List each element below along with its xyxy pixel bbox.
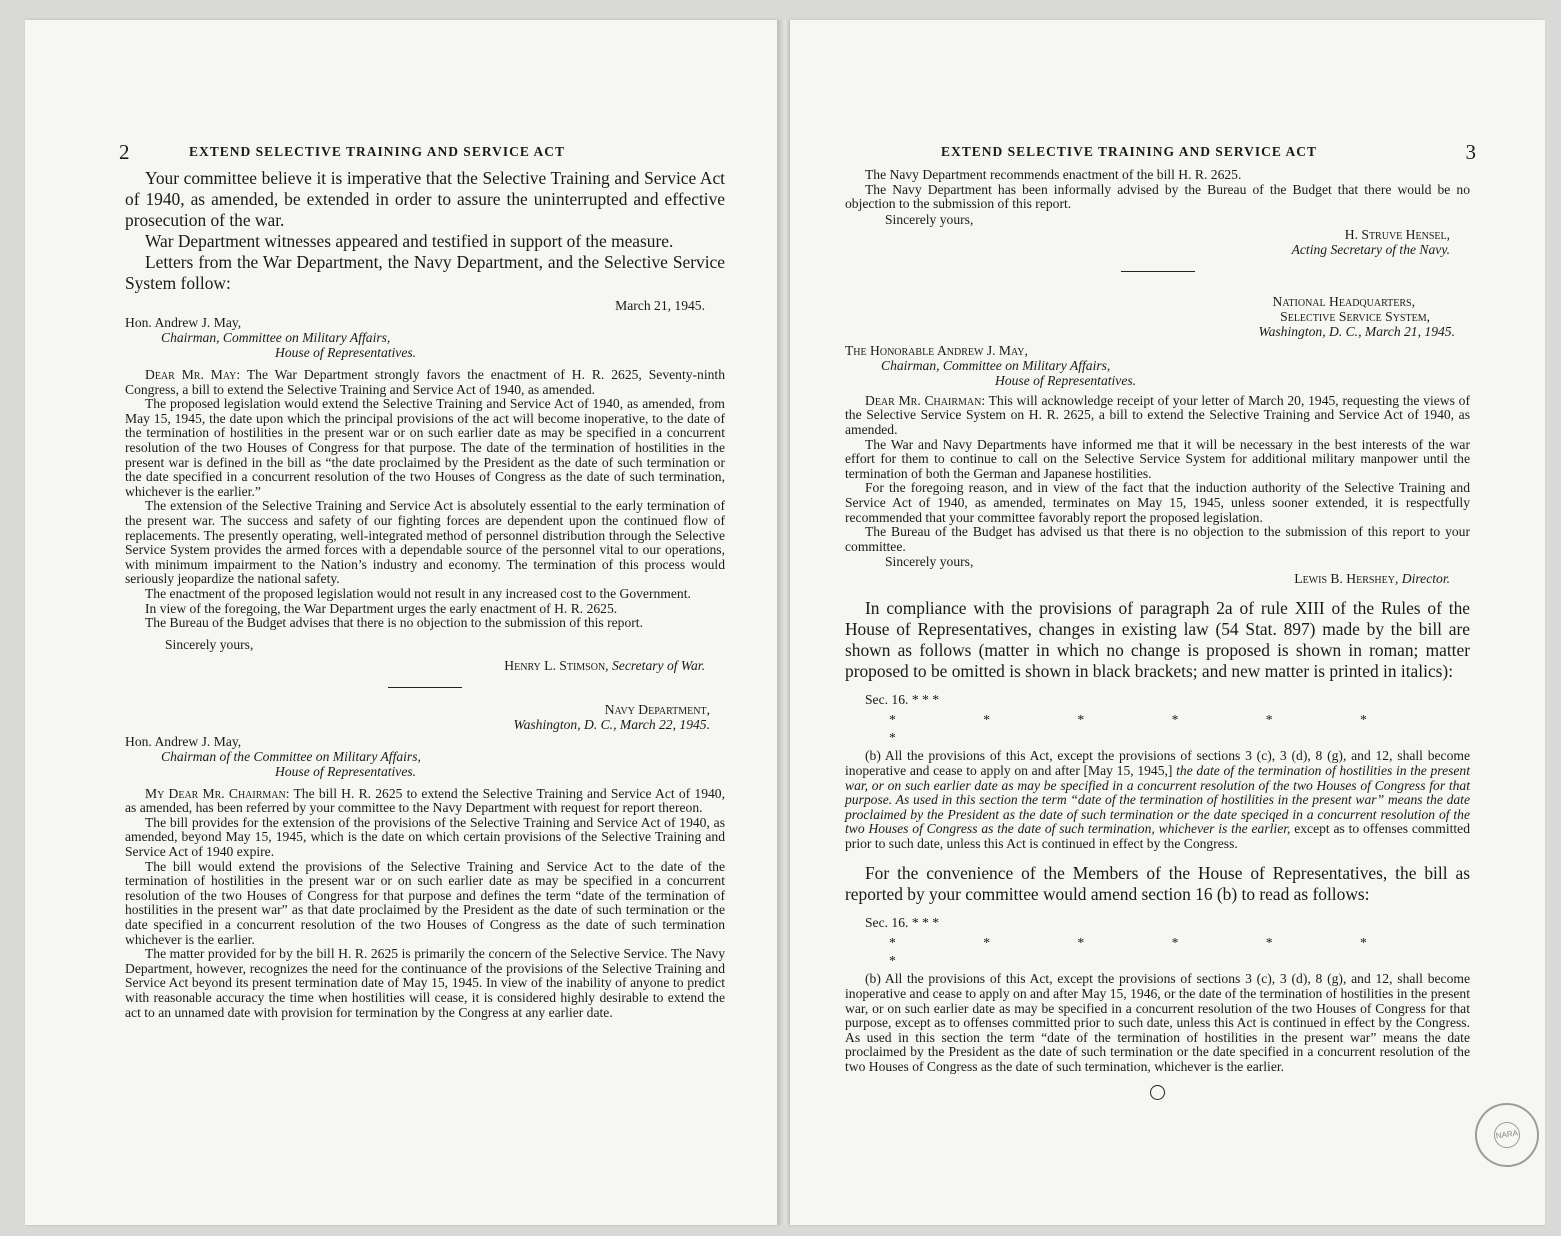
right-page: [790, 20, 1545, 1225]
letter1-opening-paragraph: [125, 368, 725, 397]
letter1-addressee-house: House of Representatives.: [275, 345, 417, 360]
section-16b-amended: (b) All the provisions of this Act, except the provisions of sections 3 (c), 3 (d), 8 (g), and 12, shall become inoperative and cease to apply on and after May 15, 1946, or the date of the termination of hostilities in the present war, or on such earlier date as may be specified in a concurrent resolution of the two Houses of Congress for that purpose, except as to offenses committed prior to such date, unless this Act is continued in effect by the Congress. As used in this section the term “date of the termination of hostilities in the present war” means the date proclaimed by the President as the date of such termination or the date specified in a concurrent resolution of the two Houses of Congress as the date of such termination, whichever is the earlier.: [845, 971, 1470, 1075]
running-title-left: EXTEND SELECTIVE TRAINING AND SERVICE ACT: [189, 144, 565, 159]
letter3-addressee-name: The Honorable Andrew J. May,: [845, 342, 1028, 358]
letter2-paragraph-3: The matter provided for by the bill H. R. 2625 is primarily the concern of the Selective Service. The Navy Department, however, recognizes the need for the continuance of the provisions of the Selective Training and Service Act beyond its present termination date of May 15, 1945. In view of the inability of anyone to predict with reasonable accuracy the time when hostilities will cease, it is considered highly desirable to extend the act to an unnamed date with provision for termination by the Congress at any earlier date.: [125, 946, 725, 1020]
running-title-right: EXTEND SELECTIVE TRAINING AND SERVICE ACT: [941, 144, 1317, 159]
section-16b-end: except as to offenses committed prior to such date, unless this Act is continued in effect by the Congress.: [845, 821, 1470, 851]
divider-rule-right: [1121, 271, 1195, 272]
intro-paragraph-3: Letters from the War Department, the Navy Department, and the Selective Service System follow:: [125, 252, 725, 293]
navy-close-paragraph-2: The Navy Department has been informally advised by the Bureau of the Budget that there would be no objection to the submission of this report.: [845, 181, 1470, 212]
stamp-inner-text: NARA: [1492, 1120, 1521, 1149]
navy-signature: H. Struve Hensel,: [1344, 226, 1450, 242]
letter1-address: [125, 315, 725, 360]
letter1-addressee-name: Hon. Andrew J. May,: [125, 315, 242, 330]
navy-signature-title: Acting Secretary of the Navy.: [1291, 241, 1450, 257]
letter2-addressee-title: Chairman of the Committee on Military Affairs,: [161, 748, 421, 764]
letter1-signature: Henry L. Stimson,: [504, 657, 609, 673]
letter1-first-paragraph: The War Department strongly favors the enactment of H. R. 2625, Seventy-ninth Congress, a bill to extend the Selective Training and Service Act of 1940, as amended.: [125, 367, 725, 397]
letter2-addressee-house: House of Representatives.: [275, 763, 417, 779]
omission-stars-1: * * * * * * *: [889, 712, 1409, 746]
letter3-paragraph-2: For the foregoing reason, and in view of the fact that the induction authority of the Selective Training and Service Act of 1940, as amended, terminates on May 15, 1945, unless sooner extended, it is respectfully recommended that your committee favorably report the proposed legislation.: [845, 480, 1470, 525]
letter3-first-paragraph: This will acknowledge receipt of your letter of March 20, 1945, requesting the views of the Selective Service System on H. R. 2625, a bill to extend the Selective Training and Service Act of 1940, as amended.: [845, 392, 1470, 437]
omission-stars-2: * * * * * * *: [889, 935, 1409, 969]
right-page-content: [845, 20, 1476, 1100]
end-mark-circle: [1150, 1085, 1165, 1100]
letter1-paragraph-3: The enactment of the proposed legislation would not result in any increased cost to the Government.: [145, 585, 691, 601]
letter2-paragraph-2: The bill would extend the provisions of the Selective Training and Service Act to the date of the termination of hostilities in the present war or on such earlier date as may be specified in a concurrent resolution of the two Houses of Congress for that purpose and defines the term “date of the termination of hostilities in the present war” as that date proclaimed by the President as the date of such termination or the date specified in a concurrent resolution of the two Houses of Congress as the date of such termination whichever is the earlier.: [125, 858, 725, 947]
letter3-paragraph-1: The War and Navy Departments have informed me that it will be necessary in the best interests of the war effort for them to continue to call on the Selective Service System for additional military manpower until the termination of both the German and Japanese hostilities.: [845, 436, 1470, 481]
letter1-signature-line: [125, 658, 725, 673]
letter2-salutation: My Dear Mr. Chairman:: [145, 785, 290, 801]
intro-paragraph-2: War Department witnesses appeared and testified in support of the measure.: [145, 231, 674, 251]
letter3-opening-paragraph: [845, 394, 1470, 438]
letter3-salutation: Dear Mr. Chairman:: [865, 392, 986, 408]
letter1-salutation: Dear Mr. May:: [145, 367, 241, 382]
section-16b-roman: (b) All the provisions of this Act, except the provisions of sections 3 (c), 3 (d), 8 (g), and 12, shall become inoperative and cease to apply on and after [May 15, 1945,]: [845, 748, 1470, 778]
letter3-address: [845, 343, 1470, 388]
letter1-signature-title: Secretary of War.: [611, 657, 705, 673]
running-head-right: [845, 140, 1476, 168]
letter2-first-paragraph: The bill H. R. 2625 to extend the Selective Training and Service Act of 1940, as amended, has been referred by your committee to the Navy Department with request for report thereon.: [125, 785, 725, 816]
letter2-header: [125, 702, 725, 732]
letter3-header: [845, 294, 1470, 339]
navy-closing: Sincerely yours,: [885, 211, 974, 227]
letter2-addressee-name: Hon. Andrew J. May,: [125, 733, 242, 749]
letter3-closing: Sincerely yours,: [885, 554, 974, 570]
convenience-paragraph: For the convenience of the Members of the House of Representatives, the bill as reported by your committee would amend section 16 (b) to read as follows:: [845, 863, 1470, 905]
letter1-addressee-title: Chairman, Committee on Military Affairs,: [161, 330, 391, 345]
letter1-paragraph-1: The proposed legislation would extend the Selective Training and Service Act of 1940, as amended, from May 15, 1945, the date upon which the principal provisions of the act will become inoperative, to the date of the termination of hostilities in the present war or on such earlier date as may be specified in a concurrent resolution of the two Houses of Congress for that purpose. The date of the termination of hostilities in the present war is defined in the bill as “the date proclaimed by the President as the date of such termination or the date specified in a concurrent resolution of the two Houses of Congress as the date of such termination, whichever is the earlier.”: [125, 396, 725, 499]
letter1-paragraph-5: The Bureau of the Budget advises that there is no objection to the submission of this report.: [145, 615, 643, 631]
truman-library-stamp: [1471, 1099, 1543, 1171]
letter2-paragraph-1: The bill provides for the extension of the provisions of the Selective Training and Service Act of 1940, as amended, beyond May 15, 1945, which is the date on which certain provisions of the Selective Training and Service Act of 1940 expire.: [125, 814, 725, 860]
section-16b-italic: the date of the termination of hostilities in the present war, or on such earlier date as may be specified in a concurrent resolution of the two Houses of Congress for that purpose. As used in this section the term “date of the termination of hostilities in the present war” means the date proclaimed by the President as the date of such termination or the date speciqed in a concurrent resolution of the two Houses of Congress as the date of such termination, whichever is the earlier,: [845, 762, 1470, 837]
section-16b-existing-law: [845, 749, 1470, 851]
divider-rule: [388, 687, 462, 688]
letter2-opening-paragraph: [125, 787, 725, 816]
compliance-paragraph: In compliance with the provisions of paragraph 2a of rule XIII of the Rules of the House of Representatives, changes in existing law (54 Stat. 897) made by the bill are shown as follows (matter in which no change is proposed is shown in roman; matter proposed to be omitted is shown in black brackets; and new matter is printed in italics):: [845, 598, 1470, 682]
letter3-place-date: Washington, D. C., March 21, 1945.: [1258, 323, 1455, 339]
section-16-heading-2: Sec. 16. * * *: [865, 915, 940, 931]
letter1-paragraph-4: In view of the foregoing, the War Department urges the early enactment of H. R. 2625.: [145, 600, 618, 616]
intro-paragraph-1: Your committee believe it is imperative that the Selective Training and Service Act of 1940, as amended, be extended in order to assure the uninterrupted and effective prosecution of the war.: [125, 168, 725, 230]
section-16-heading-1: Sec. 16. * * *: [865, 692, 940, 708]
letter3-addressee-title: Chairman, Committee on Military Affairs,: [881, 357, 1111, 373]
letter3-signature: Lewis B. Hershey,: [1294, 571, 1399, 587]
page-number-right: 3: [1465, 140, 1476, 164]
left-page-content: [119, 20, 725, 1020]
running-head-left: [119, 140, 725, 168]
letter3-signature-title: Director.: [1401, 571, 1450, 587]
letter2-place-date: Washington, D. C., March 22, 1945.: [513, 716, 710, 732]
page-gutter: [777, 20, 790, 1225]
page-number-left: 2: [119, 140, 130, 164]
letter3-paragraph-3: The Bureau of the Budget has advised us that there is no objection to the submission of this report to your committee.: [845, 524, 1470, 554]
letter2-address: [125, 734, 725, 779]
letter2-office: Navy Department,: [604, 701, 710, 717]
left-page: [25, 20, 777, 1225]
letter1-closing: Sincerely yours,: [165, 636, 254, 652]
letter1-paragraph-2: The extension of the Selective Training and Service Act is absolutely essential to the early termination of the present war. The success and safety of our fighting forces are dependent upon the continued flow of replacements. The presently operating, well-integrated method of personnel distribution through the Selective Service System provides the armed forces with a dependable source of the personnel vital to our operations, with minimum impairment to the Nation’s industry and economy. The termination of this process would seriously jeopardize the national safety.: [125, 498, 725, 587]
navy-close-paragraph-1: The Navy Department recommends enactment of the bill H. R. 2625.: [865, 167, 1242, 182]
letter3-office-2: Selective Service System,: [1280, 308, 1430, 324]
letter3-office-1: National Headquarters,: [1272, 293, 1415, 309]
letter3-addressee-house: House of Representatives.: [995, 372, 1137, 388]
letter3-signature-line: [845, 571, 1470, 586]
letter1-date: March 21, 1945.: [615, 298, 705, 313]
